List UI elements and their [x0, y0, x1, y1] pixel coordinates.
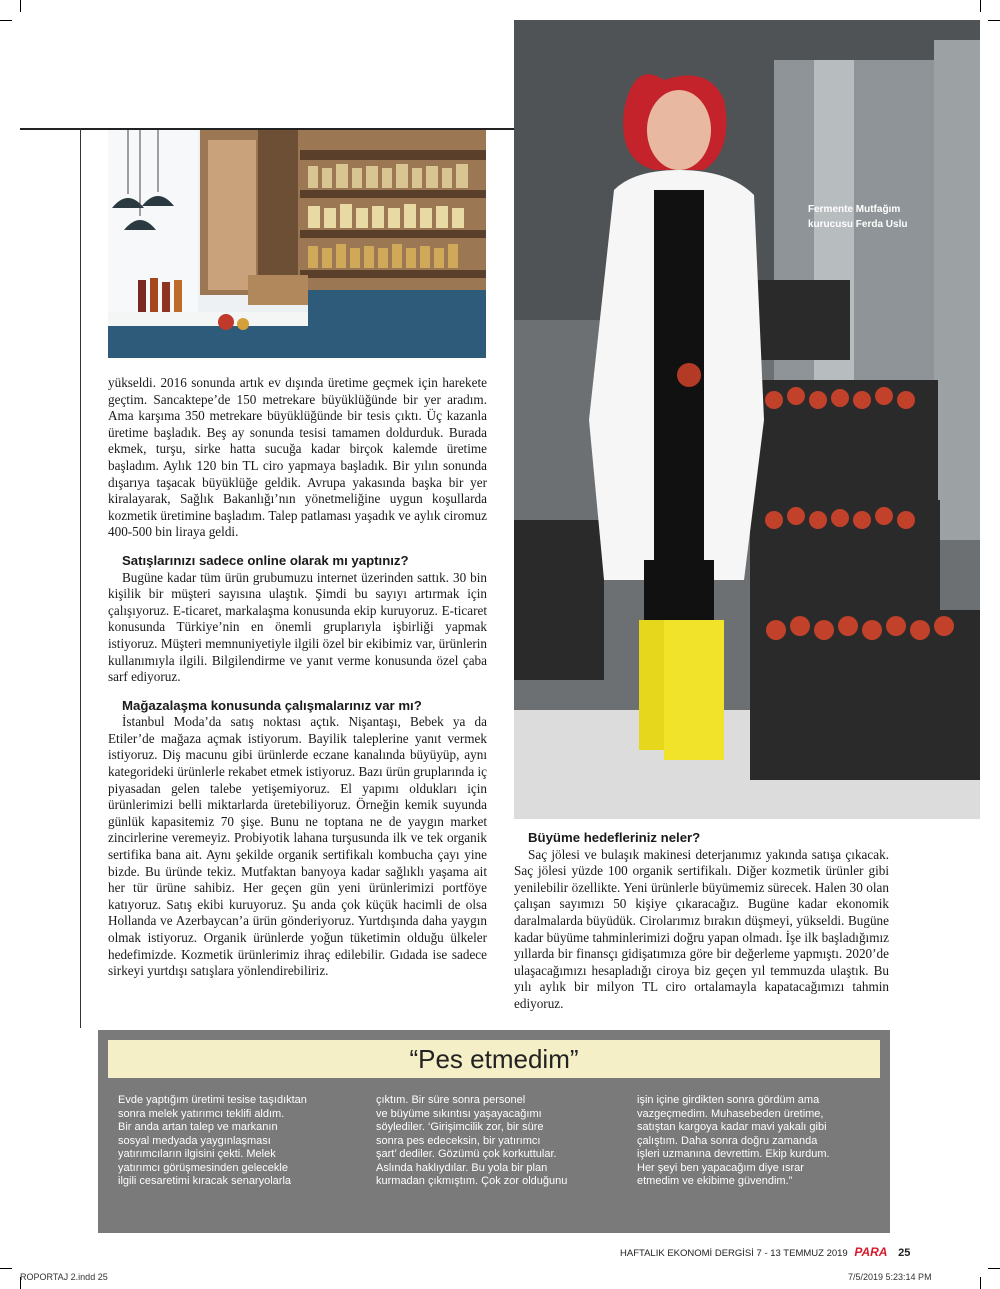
quote-line: çıktım. Bir süre sonra personel: [376, 1094, 526, 1106]
body-paragraph: İstanbul Moda’da satış noktası açtık. Nişantaşı, Bebek ya da Etiler’de mağaza açmak istiyorum. Bayilik taleplerine yanıt vermek istiyoruz. Diş macunu gibi ürünlerde eczane kanalında büyüyüp, aynı kategorideki ürünlerle rekabet etmek istiyoruz. Bazı ürün gruplarında iç piyasadan gelen talebe yetişemiyoruz. El yapımı oldukları için ürünlerimizi belli miktarlarda üretebiliyoruz. Örneğin kemik suyunda günlük kapasitemiz 70 şişe. Bunu ne toptana ne de yaygın market zincirlerine veremeyiz. Probiyotik lahana turşusunda ilk ve tek organik sertifika bana ait. Aynı şekilde organik sertifikalı kombucha çayı yine bizde. Bu üründe tekiz. Mutfaktan banyoya kadar sağlıklı yaşama ait her tür ürüne sahibiz. Her geçen gün yeni ürünlerimizi portföye katıyoruz. Satış ekibi kuruyoruz. Şu anda çok küçük hacimli de olsa Hollanda ve Azerbaycan’a ürün gönderiyoruz. Yurtdışında daha yaygın olmak istiyoruz. Organik ürünlerde yoğun tüketimin olduğu ülkeler hedefimizde. Kozmetik ürünlerimiz ihraç edilebilir. Gıdada ise sadece sirkeyi yurtdışı satışlara yönlendirebiliriz.: [108, 714, 487, 979]
footer-brand: PARA: [854, 1245, 888, 1259]
caption-line: Fermente Mutfağım: [808, 204, 901, 215]
crop-mark: [988, 20, 1000, 21]
quote-line: ilgili cesaretimi kıracak senaryolarla: [118, 1175, 292, 1187]
crop-mark: [980, 1277, 981, 1289]
portrait-photo: [514, 20, 980, 819]
question-heading: Satışlarınızı sadece online olarak mı yaptınız?: [122, 552, 409, 568]
quote-line: Aslında haklıydılar. Bu yola bir plan: [376, 1161, 548, 1174]
quote-line: ve büyüme sıkıntısı yaşayacağımı: [376, 1107, 542, 1120]
quote-line: sonra melek yatırımcı teklifi aldım.: [118, 1107, 285, 1120]
photo-caption: [808, 202, 968, 232]
crop-mark: [20, 0, 21, 12]
quote-column-1: [118, 1094, 368, 1189]
quote-box-title: “Pes etmedim”: [409, 1044, 579, 1074]
quote-line: sonra pes edeceksin, bir yatırımcı: [376, 1134, 541, 1147]
left-column-rule: [80, 128, 81, 1028]
body-paragraph: Saç jölesi ve bulaşık makinesi deterjanımız yakında satışa çıkacak. Saç jölesi yüzde 100 organik sertifikalı. Diğer kozmetik ürünler gibi yenilebilir özellikte. Yeni ürünlerle büyümemiz sürecek. Halen 30 olan çalışan sayımızı 50 kişiye çıkaracağız. Bugüne kadar ekonomik daralmalarda büyüdük. Cirolarımız bırakın düşmeyi, yükseldi. Bugüne kadar büyüme tahminlerimizi doğru yapan olmadı. İşe ilk başladığımız yıllarda bir finansçı gidişatımıza göre bir değerleme yapmıştı. 2020’de ulaşacağımızı hesapladığı ciroya biz geçen yıl temmuzda ulaştık. Bu yılı aylık bir milyon TL ciro ortalamayla kapatacağımızı tahmin ediyoruz.: [514, 846, 889, 1011]
crop-mark: [980, 0, 981, 12]
quote-line: kurmadan çıkmıştım. Çok zor olduğunu: [376, 1175, 568, 1187]
quote-column-2: [376, 1094, 626, 1189]
body-paragraph: Bugüne kadar tüm ürün grubumuzu internet üzerinden sattık. 30 bin kişilik bir müşteri sayısına ulaştık. Şimdi bu sayıyı artırmak için çalışıyoruz. E-ticaret, markalaşma konusunda ekip kuruyoruz. E-ticaret konusunda Türkiye’nin en önemli gruplarıyla işbirliği yapmak istiyoruz. Müşteri memnuniyetiyle ilgili özel bir ekibimiz var, ürünlerin kullanımıyla ilgili. Bilgilendirme ve yanıt verme konusunda özel çaba sarf ediyoruz.: [108, 569, 487, 685]
quote-line: söylediler. ‘Girişimcilik zor, bir süre: [376, 1121, 544, 1133]
right-column: [514, 830, 889, 1013]
crop-mark: [988, 1268, 1000, 1269]
slug-timestamp: 7/5/2019 5:23:14 PM: [848, 1272, 932, 1282]
store-photo: [108, 130, 486, 358]
quote-line: sosyal medyada yaygınlaşması: [118, 1134, 271, 1147]
quote-line: işin içine girdikten sonra gördüm ama: [637, 1094, 820, 1106]
store-photo-illustration: [108, 130, 486, 358]
question-heading: Büyüme hedefleriniz neler?: [528, 830, 701, 845]
quote-line: çalıştım. Daha sonra doğru zamanda: [637, 1134, 818, 1147]
quote-line: şart’ dediler. Gözümü çok korkuttular.: [376, 1148, 557, 1160]
crop-mark: [0, 20, 12, 21]
quote-line: vazgeçmedim. Muhasebeden üretime,: [637, 1107, 824, 1120]
caption-line: kurucusu Ferda Uslu: [808, 219, 908, 230]
body-paragraph: yükseldi. 2016 sonunda artık ev dışında üretime geçmek için harekete geçtim. Sancaktepe’de 150 metrekare büyüklüğünde bir yer aradım. Ama karşıma 350 metrekare büyüklüğünde bir tesis çıktı. Üç kazanla üretime başladık. Beş ay sonunda tesisi tamamen doldurduk. Burada ekmek, turşu, sirke hatta sucuğa kadar birçok kalemde üretime başladım. Aylık 120 bin TL ciro yapmaya başladık. Bir yılın sonunda dışarıya taşacak büyüklüğe geldik. Avrupa yakasında başka bir yer kiralayarak, Sağlık Bakanlığı’nın yönetmeliğine uygun koşullarda kozmetik üretimine başladım. Talep patlaması yaşadık ve aylık ciromuz 400-500 bin liraya geldi.: [108, 375, 487, 540]
quote-line: etmedim ve ekibime güvendim.”: [637, 1175, 793, 1187]
quote-line: yatırımcı görüşmesinden gelecekle: [118, 1161, 288, 1174]
quote-line: Evde yaptığım üretimi tesise taşıdıktan: [118, 1094, 307, 1106]
page-footer: [620, 1244, 980, 1260]
left-column: [108, 375, 487, 980]
portrait-photo-illustration: [514, 20, 980, 819]
question-heading: Mağazalaşma konusunda çalışmalarınız var mı?: [122, 697, 422, 713]
page-number: 25: [898, 1247, 911, 1259]
quote-line: yatırımcıların ilgisini çekti. Melek: [118, 1148, 276, 1160]
crop-mark: [0, 1268, 12, 1269]
quote-line: Her şeyi ben yapacağım diye ısrar: [637, 1161, 804, 1174]
quote-line: satıştan kargoya kadar mavi yakalı gibi: [637, 1121, 827, 1133]
quote-line: Bir anda artan talep ve markanın: [118, 1121, 278, 1133]
footer-magazine: HAFTALIK EKONOMİ DERGİSİ 7 - 13 TEMMUZ 2019: [620, 1248, 848, 1259]
quote-line: işleri uzmanına devrettim. Ekip kurdum.: [637, 1148, 830, 1160]
quote-column-3: [637, 1094, 887, 1189]
slug-filename: ROPORTAJ 2.indd 25: [20, 1272, 108, 1282]
